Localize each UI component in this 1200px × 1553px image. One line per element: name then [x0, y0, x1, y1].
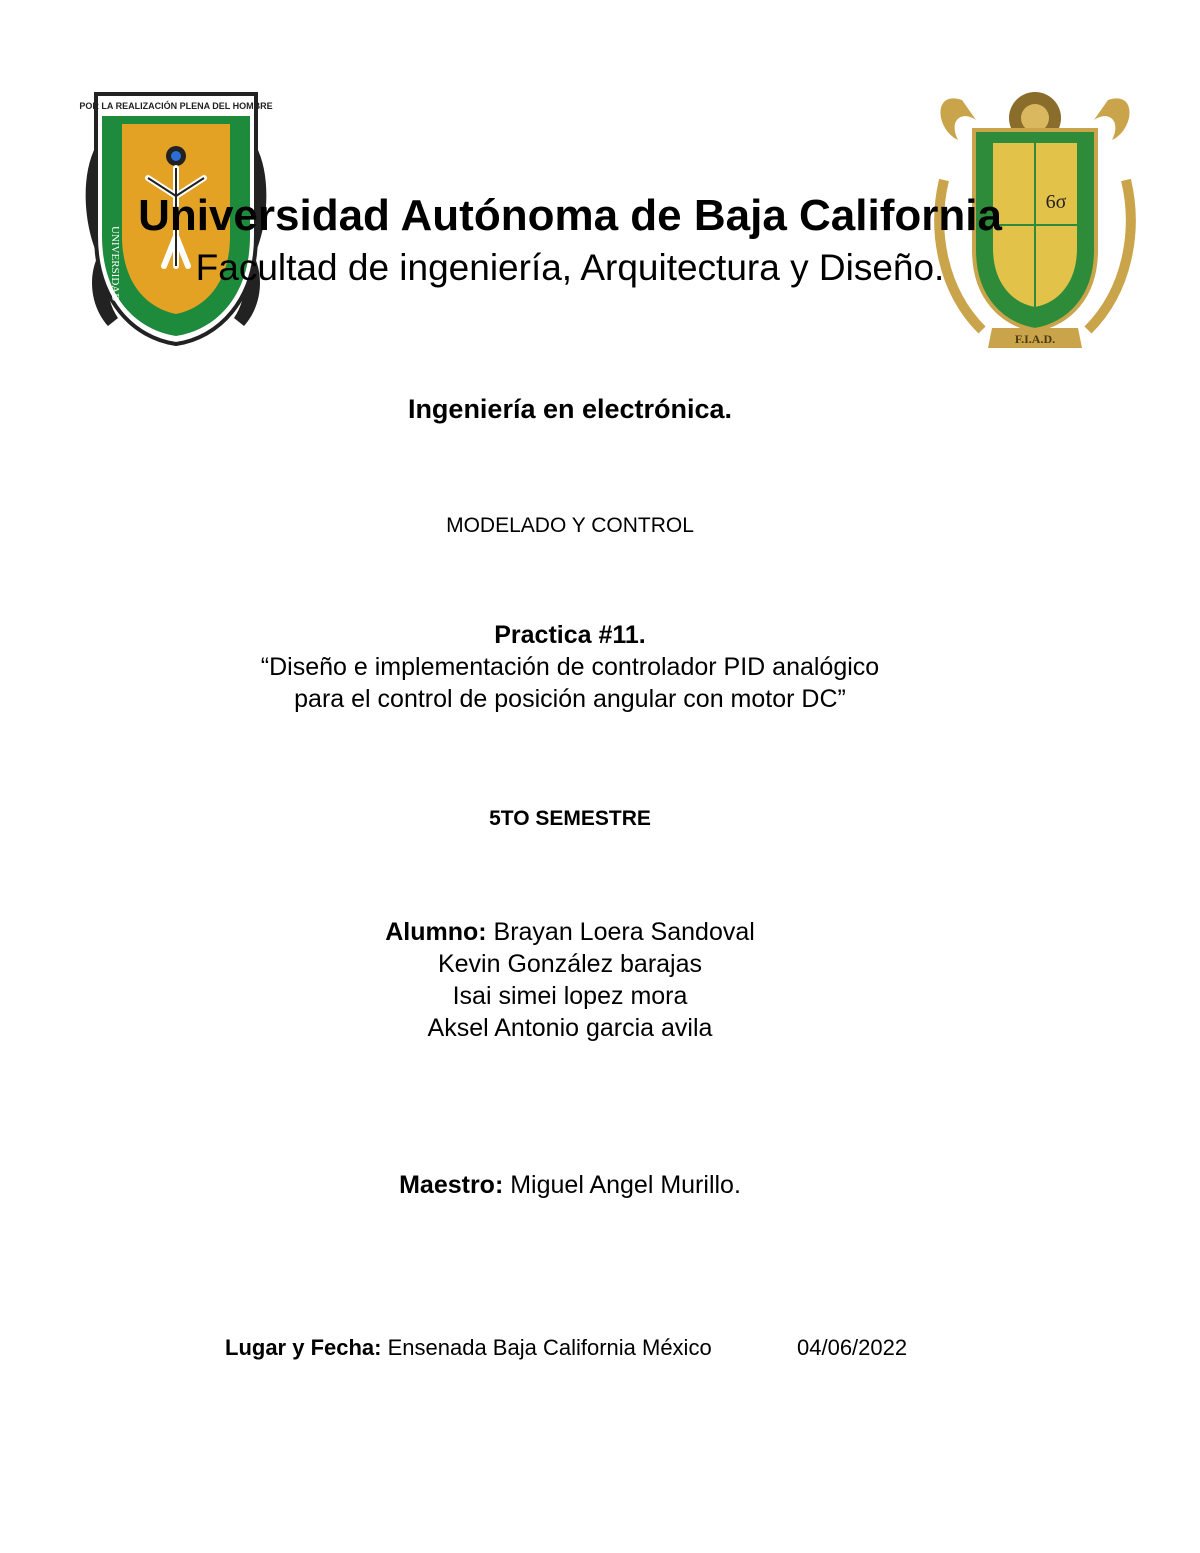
student-name: Kevin González barajas	[437, 950, 703, 978]
career-title: Ingeniería en electrónica.	[407, 394, 733, 424]
teacher-label: Maestro:	[399, 1171, 504, 1199]
student-name: Aksel Antonio garcia avila	[427, 1014, 713, 1042]
student-name: Brayan Loera Sandoval	[493, 918, 755, 946]
svg-text:UNIVERSIDAD: UNIVERSIDAD	[109, 226, 121, 302]
practice-title: Practica #11.	[494, 621, 646, 649]
fiad-symbol: 6σ	[1045, 191, 1067, 213]
fiad-banner: F.I.A.D.	[1014, 332, 1056, 346]
student-name: Isai simei lopez mora	[452, 982, 688, 1010]
teacher-name: Miguel Angel Murillo.	[510, 1171, 741, 1199]
practice-description	[0, 651, 1140, 715]
university-title: Universidad Autónoma de Baja California	[138, 191, 1002, 240]
practice-description-line: “Diseño e implementación de controlador PID analógico	[260, 653, 880, 681]
students-label: Alumno:	[385, 918, 487, 946]
faculty-title: Facultad de ingeniería, Arquitectura y Diseño.	[195, 247, 945, 288]
place-line	[225, 1333, 712, 1363]
practice-description-line: para el control de posición angular con motor DC”	[294, 685, 846, 713]
semester: 5TO SEMESTRE	[489, 807, 651, 830]
teacher-block	[0, 1169, 1140, 1201]
date-value: 04/06/2022	[797, 1335, 908, 1360]
subject-title: MODELADO Y CONTROL	[446, 514, 694, 537]
uabc-motto: POR LA REALIZACIÓN PLENA DEL HOMBRE	[79, 101, 273, 111]
place-value: Ensenada Baja California México	[387, 1335, 712, 1360]
place-label: Lugar y Fecha:	[225, 1335, 382, 1360]
students-block	[0, 916, 1140, 1044]
